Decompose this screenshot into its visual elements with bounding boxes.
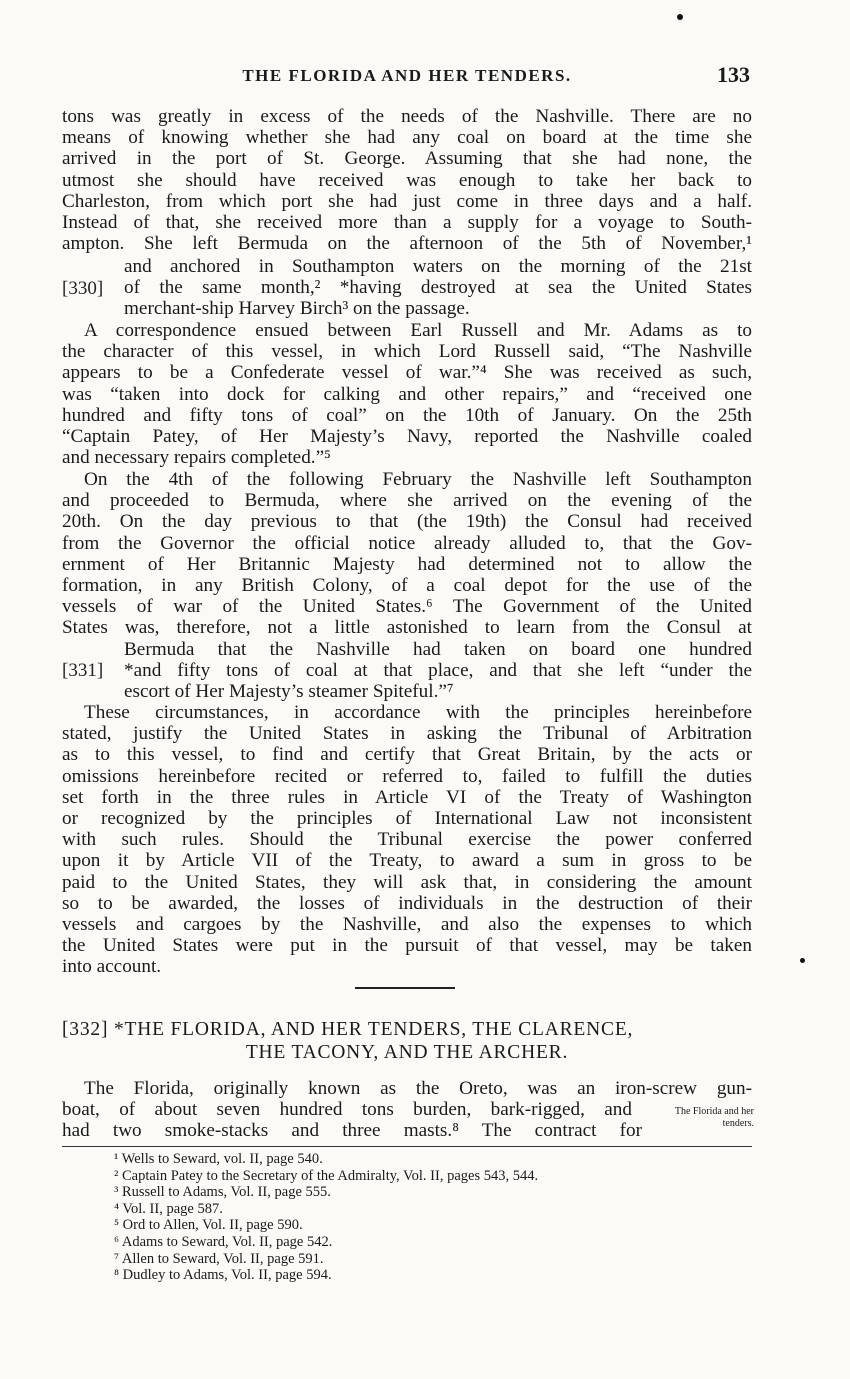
section-heading [62,1018,752,1064]
section-title: *THE FLORIDA, AND HER TENDERS, THE CLARENCE, [113,1019,634,1040]
section-subtitle: THE TACONY, AND THE ARCHER. [245,1042,569,1063]
text-line: boat, of about seven hundred tons burden, bark-rigged, and [62,1099,632,1121]
paragraph-1-inset [124,256,752,320]
text-line: of the same month,² *having destroyed at sea the United States [124,277,752,299]
text-line: These circumstances, in accordance with the principles hereinbefore [84,702,752,723]
text-line: so to be awarded, the losses of individuals in the destruction of their [62,892,752,914]
text-line: vessels and cargoes by the Nashville, and also the expenses to which [62,914,752,936]
text-line: was “taken into dock for calking and other repairs,” and “received one [62,383,752,405]
margin-page-ref: [332] [62,1019,109,1040]
text-line: 20th. On the day previous to that (the 19th) the Consul had received [62,511,752,533]
footnote: ⁸ Dudley to Adams, Vol. II, page 594. [114,1267,332,1284]
text-line: Bermuda that the Nashville had taken on board one hundred [124,639,752,660]
paragraph-3-inset [124,639,752,703]
text-line: paid to the United States, they will ask that, in considering the amount [62,871,752,893]
text-line: tons was greatly in excess of the needs of the Nashville. There are no [62,106,752,127]
text-line: and necessary repairs completed.”⁵ [62,447,331,469]
footnote-rule [62,1146,752,1147]
section-heading-line [62,1018,752,1041]
text-line: from the Governor the official notice already alluded to, that the Gov- [62,532,752,554]
footnote: ¹ Wells to Seward, vol. II, page 540. [114,1151,323,1167]
text-line: ernment of Her Britannic Majesty had determined not to allow the [62,553,752,575]
text-line: On the 4th of the following February the Nashville left Southampton [84,469,752,490]
text-line: appears to be a Confederate vessel of war.”⁴ She was received as such, [62,362,752,384]
paragraph-5 [62,1078,752,1142]
text-line: means of knowing whether she had any coal on board at the time she [62,127,752,149]
text-line: omissions hereinbefore recited or referred to, failed to fulfill the duties [62,765,752,787]
text-line: into account. [62,956,162,978]
ink-speck [677,14,683,20]
margin-page-ref: [331] [62,660,104,681]
text-line: upon it by Article VII of the Treaty, to award a sum in gross to be [62,850,752,872]
paragraph-3 [62,469,752,639]
footnote: ² Captain Patey to the Secretary of the Admiralty, Vol. II, pages 543, 544. [114,1167,539,1184]
page-number: 133 [717,62,750,87]
text-line: formation, in any British Colony, of a coal depot for the use of the [62,575,752,597]
text-line: the character of this vessel, in which Lord Russell said, “The Nashville [62,341,752,363]
text-line: stated, justify the United States in asking the Tribunal of Arbitration [62,723,752,745]
text-line: merchant-ship Harvey Birch³ on the passage. [124,298,470,320]
text-line: as to this vessel, to find and certify that Great Britain, by the acts or [62,744,752,766]
text-line: Charleston, from which port she had just come in three days and a half. [62,190,752,212]
footnote: ⁶ Adams to Seward, Vol. II, page 542. [114,1233,333,1250]
footnote: ⁵ Ord to Allen, Vol. II, page 590. [114,1217,303,1234]
text-line: hundred and fifty tons of coal” on the 10th of January. On the 25th [62,404,752,426]
footnote: ⁴ Vol. II, page 587. [114,1200,223,1217]
section-divider [355,987,455,989]
text-line: escort of Her Majesty’s steamer Spiteful.”⁷ [124,681,454,703]
marginal-note: The Florida and her tenders. [674,1106,754,1129]
ink-speck [800,958,805,963]
text-line: *and fifty tons of coal at that place, and that she left “under the [124,660,752,682]
footnotes [114,1151,754,1284]
text-line: A correspondence ensued between Earl Russell and Mr. Adams as to [84,320,752,341]
running-title: THE FLORIDA AND HER TENDERS. [242,66,572,85]
text-line: “Captain Patey, of Her Majesty’s Navy, reported the Nashville coaled [62,426,752,448]
text-line: with such rules. Should the Tribunal exercise the power conferred [62,829,752,851]
text-line: The Florida, originally known as the Oreto, was an iron-screw gun- [84,1078,752,1099]
text-line: and proceeded to Bermuda, where she arrived on the evening of the [62,490,752,512]
text-line: utmost she should have received was enough to take her back to [62,169,752,191]
text-line: Instead of that, she received more than a supply for a voyage to South- [62,212,752,234]
paragraph-4 [62,702,752,978]
text-line: or recognized by the principles of International Law not inconsistent [62,808,752,830]
text-line: the United States were put in the pursuit of that vessel, may be taken [62,935,752,957]
paragraph-2 [62,320,752,468]
text-line: and anchored in Southampton waters on the morning of the 21st [124,256,752,277]
text-line: had two smoke-stacks and three masts.⁸ The contract for [62,1120,642,1142]
margin-page-ref: [330] [62,278,104,299]
paragraph-1 [62,106,752,254]
footnote: ³ Russell to Adams, Vol. II, page 555. [114,1184,331,1201]
text-line: vessels of war of the United States.⁶ The Government of the United [62,596,752,618]
text-line: arrived in the port of St. George. Assuming that she had none, the [62,148,752,170]
text-line: States was, therefore, not a little astonished to learn from the Consul at [62,617,752,639]
footnote: ⁷ Allen to Seward, Vol. II, page 591. [114,1250,324,1267]
running-header [62,62,752,92]
text-line: set forth in the three rules in Article VI of the Treaty of Washington [62,786,752,808]
text-line: ampton. She left Bermuda on the afternoon of the 5th of November,¹ [62,233,752,255]
